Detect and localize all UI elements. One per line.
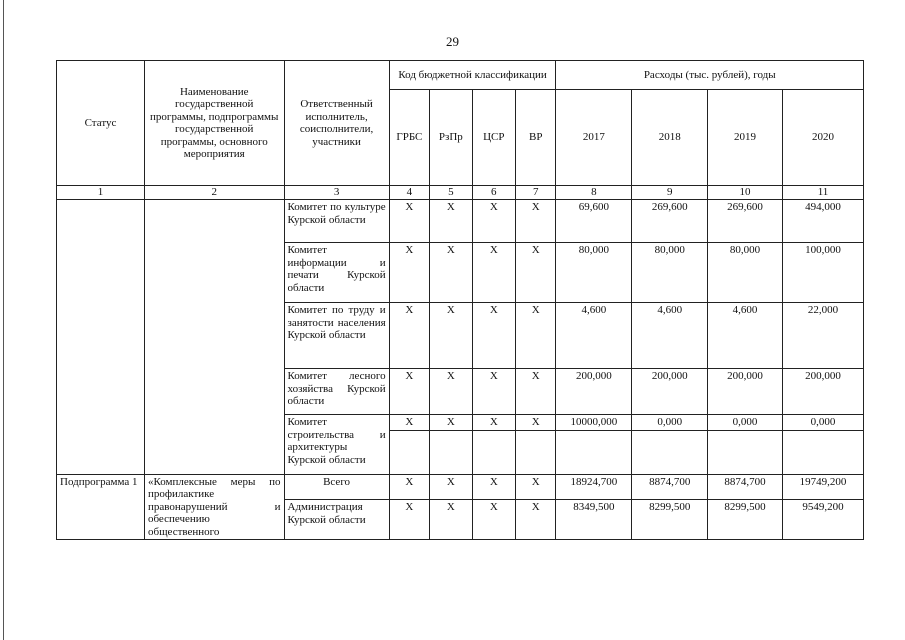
header-code-csr: ЦСР <box>472 90 515 186</box>
value-cell: 4,600 <box>556 303 632 369</box>
value-cell: 80,000 <box>632 243 708 303</box>
executor-cell: Комитет по труду и занятости населения Курской области <box>284 303 389 369</box>
value-cell: 8874,700 <box>708 474 783 500</box>
code-cell: X <box>389 415 429 431</box>
value-cell: 100,000 <box>782 243 863 303</box>
table-row <box>57 200 864 243</box>
code-cell: X <box>430 200 472 243</box>
table-row <box>57 474 864 500</box>
code-cell: X <box>430 415 472 431</box>
code-cell: X <box>430 474 472 500</box>
empty-cell <box>782 430 863 474</box>
value-cell: 269,600 <box>632 200 708 243</box>
header-row-1 <box>57 61 864 90</box>
empty-cell <box>430 430 472 474</box>
value-cell: 200,000 <box>556 369 632 415</box>
code-cell: X <box>472 474 515 500</box>
executor-cell: Комитет информации и печати Курской области <box>284 243 389 303</box>
value-cell: 8299,500 <box>632 500 708 540</box>
subprogram-name: «Комплексные меры по профилактике правонарушений и обеспечению общественного <box>144 474 284 540</box>
header-executor: Ответственный исполнитель, соисполнители, участники <box>284 61 389 186</box>
budget-table <box>56 60 864 540</box>
empty-cell <box>389 430 429 474</box>
code-cell: X <box>389 303 429 369</box>
code-cell: X <box>472 369 515 415</box>
code-cell: X <box>472 500 515 540</box>
code-cell: X <box>430 369 472 415</box>
code-cell: X <box>472 200 515 243</box>
value-cell: 200,000 <box>632 369 708 415</box>
header-year-2019: 2019 <box>708 90 783 186</box>
code-cell: X <box>516 369 556 415</box>
header-year-2017: 2017 <box>556 90 632 186</box>
column-number: 7 <box>516 186 556 200</box>
status-cell-empty <box>57 200 145 475</box>
code-cell: X <box>472 243 515 303</box>
header-code-grbs: ГРБС <box>389 90 429 186</box>
value-cell: 0,000 <box>782 415 863 431</box>
code-cell: X <box>389 200 429 243</box>
value-cell: 69,600 <box>556 200 632 243</box>
empty-cell <box>632 430 708 474</box>
value-cell: 22,000 <box>782 303 863 369</box>
name-cell-empty <box>144 200 284 475</box>
value-cell: 494,000 <box>782 200 863 243</box>
value-cell: 10000,000 <box>556 415 632 431</box>
executor-cell: Всего <box>284 474 389 500</box>
code-cell: X <box>430 243 472 303</box>
code-cell: X <box>472 303 515 369</box>
empty-cell <box>472 430 515 474</box>
header-budget-code: Код бюджетной классификации <box>389 61 556 90</box>
header-status: Статус <box>57 61 145 186</box>
empty-cell <box>516 430 556 474</box>
column-number: 3 <box>284 186 389 200</box>
code-cell: X <box>516 243 556 303</box>
code-cell: X <box>472 415 515 431</box>
value-cell: 8874,700 <box>632 474 708 500</box>
column-number: 9 <box>632 186 708 200</box>
code-cell: X <box>389 474 429 500</box>
value-cell: 269,600 <box>708 200 783 243</box>
column-number: 4 <box>389 186 429 200</box>
value-cell: 80,000 <box>708 243 783 303</box>
code-cell: X <box>389 500 429 540</box>
value-cell: 9549,200 <box>782 500 863 540</box>
code-cell: X <box>516 415 556 431</box>
column-number: 1 <box>57 186 145 200</box>
code-cell: X <box>516 200 556 243</box>
column-number: 8 <box>556 186 632 200</box>
value-cell: 18924,700 <box>556 474 632 500</box>
value-cell: 0,000 <box>632 415 708 431</box>
value-cell: 4,600 <box>632 303 708 369</box>
value-cell: 8299,500 <box>708 500 783 540</box>
header-expenses: Расходы (тыс. рублей), годы <box>556 61 864 90</box>
code-cell: X <box>430 303 472 369</box>
header-code-vr: ВР <box>516 90 556 186</box>
column-number: 2 <box>144 186 284 200</box>
executor-cell: Комитет строительства и архитектуры Курской области <box>284 415 389 475</box>
header-code-rzpr: РзПр <box>430 90 472 186</box>
value-cell: 8349,500 <box>556 500 632 540</box>
executor-cell: Комитет по культуре Курской области <box>284 200 389 243</box>
page-number: 29 <box>446 34 459 49</box>
header-name: Наименование государственной программы, подпрограммы государственной программы, основного мероприятия <box>144 61 284 186</box>
value-cell: 0,000 <box>708 415 783 431</box>
value-cell: 4,600 <box>708 303 783 369</box>
value-cell: 19749,200 <box>782 474 863 500</box>
code-cell: X <box>516 303 556 369</box>
value-cell: 200,000 <box>708 369 783 415</box>
executor-cell: Комитет лесного хозяйства Курской области <box>284 369 389 415</box>
value-cell: 200,000 <box>782 369 863 415</box>
header-year-2020: 2020 <box>782 90 863 186</box>
empty-cell <box>708 430 783 474</box>
header-year-2018: 2018 <box>632 90 708 186</box>
code-cell: X <box>389 369 429 415</box>
value-cell: 80,000 <box>556 243 632 303</box>
page-edge-line <box>3 0 4 640</box>
column-number: 11 <box>782 186 863 200</box>
code-cell: X <box>430 500 472 540</box>
column-number: 10 <box>708 186 783 200</box>
empty-cell <box>556 430 632 474</box>
column-number: 5 <box>430 186 472 200</box>
executor-cell: Администрация Курской области <box>284 500 389 540</box>
column-number-row <box>57 186 864 200</box>
code-cell: X <box>389 243 429 303</box>
code-cell: X <box>516 500 556 540</box>
subprogram-status: Подпрограмма 1 <box>57 474 145 540</box>
code-cell: X <box>516 474 556 500</box>
column-number: 6 <box>472 186 515 200</box>
